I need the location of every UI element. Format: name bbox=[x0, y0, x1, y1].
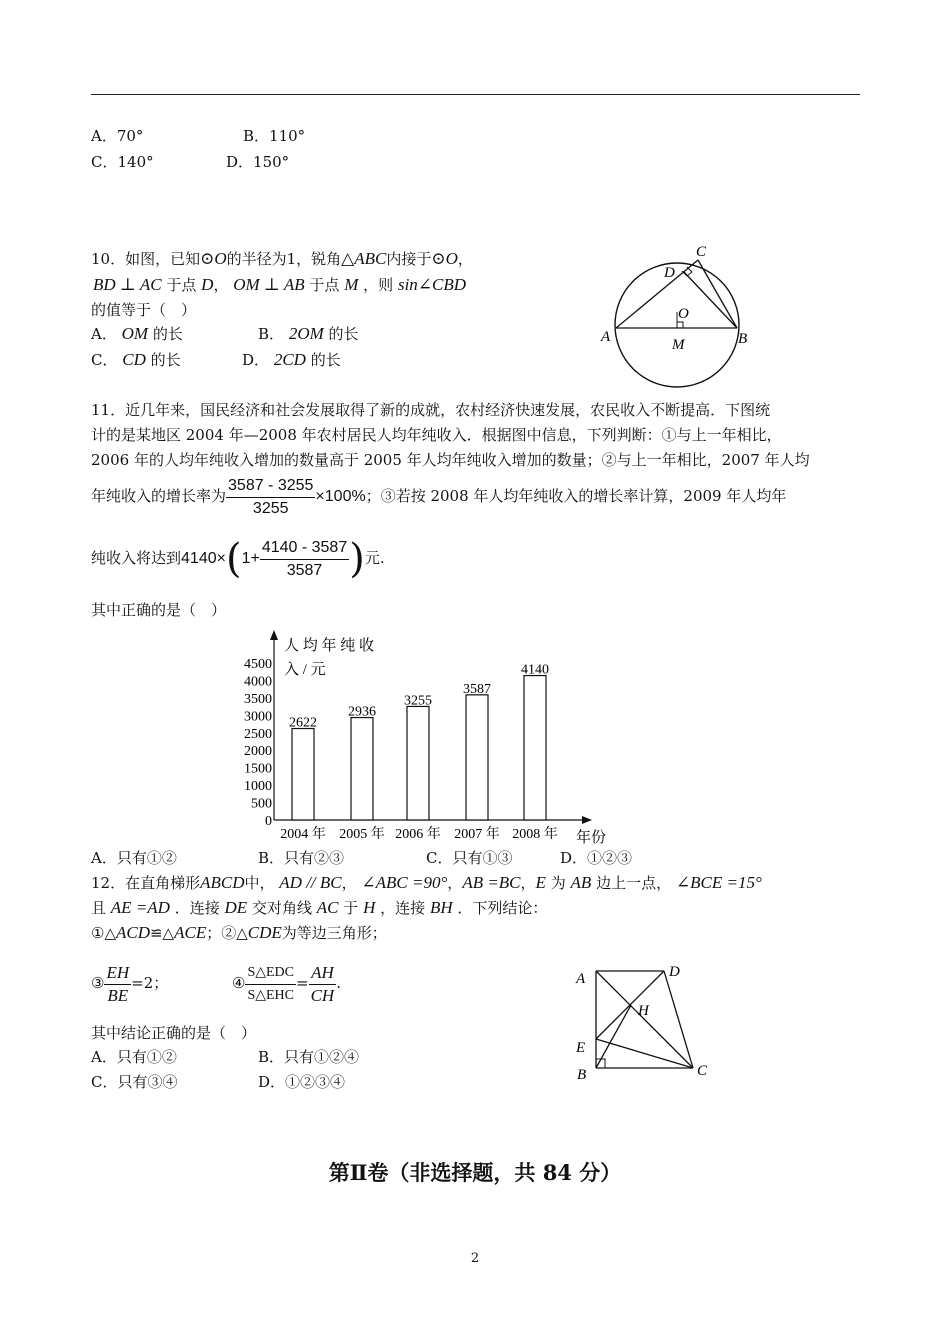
label-c: C bbox=[697, 1063, 708, 1079]
q11-line2: 计的是某地区 2004 年—2008 年农村居民人均年纯收入．根据图中信息，下列判断：①与上一年相比， bbox=[91, 426, 782, 444]
bar-3 bbox=[466, 695, 488, 820]
y-axis-label-line2: 入 / 元 bbox=[284, 662, 326, 678]
q12-line5: 其中结论正确的是（ ） bbox=[91, 1024, 257, 1042]
bar-value-label: 4140 bbox=[521, 662, 549, 678]
bar-2 bbox=[407, 706, 429, 820]
x-tick-label: 2007 年 bbox=[454, 827, 500, 842]
y-tick-label: 0 bbox=[265, 814, 272, 829]
q11-option-d[interactable]: D．①②③ bbox=[560, 849, 633, 867]
q11-line4: 年纯收入的增长率为 $\frac{3587 - 3255}{3255}$ ×100%；③若按 2008 年人均年纯收入的增长率计算，2009 年人均年 bbox=[91, 474, 786, 520]
q11-line5: 纯收入将达到4140×(1+ $\frac{4140 - 3587}{3587}$ )元. bbox=[91, 536, 385, 582]
q9-option-c[interactable]: C．140° bbox=[91, 153, 154, 171]
q11-line1: 11．近几年来，国民经济和社会发展取得了新的成就，农村经济快速发展，农民收入不断提高．下图统 bbox=[91, 401, 771, 419]
y-tick-label: 1500 bbox=[244, 761, 272, 777]
label-b: B bbox=[577, 1067, 587, 1083]
label-c: C bbox=[696, 244, 707, 260]
label-a: A bbox=[576, 971, 586, 987]
q12-option-d[interactable]: D．①②③④ bbox=[258, 1073, 346, 1091]
label-d: D bbox=[664, 265, 675, 281]
q10-line2: BD ⊥ AC 于点 D， OM ⊥ AB 于点 M ，则 sin∠CBD bbox=[93, 275, 467, 294]
y-axis-label-line1: 人 均 年 纯 收 bbox=[284, 638, 375, 654]
x-tick-label: 2006 年 bbox=[395, 827, 441, 842]
y-tick-label: 500 bbox=[251, 796, 272, 812]
q11-line3: 2006 年的人均年纯收入增加的数量高于 2005 年人均年纯收入增加的数量；②与上一年相比，2007 年人均 bbox=[91, 451, 810, 469]
bar-value-label: 2622 bbox=[289, 715, 317, 731]
q11-option-a[interactable]: A．只有①② bbox=[91, 849, 177, 867]
label-a: A bbox=[601, 329, 611, 345]
q12-trapezoid-figure bbox=[570, 958, 720, 1088]
q10-line1: 10．如图，已知⊙O的半径为1，锐角△ABC内接于⊙O， bbox=[91, 249, 473, 268]
q12-line1: 12．在直角梯形ABCD中， AD // BC， ∠ABC =90°，AB =BC，E 为 AB 边上一点， ∠BCE =15° bbox=[91, 873, 762, 892]
q12-option-c[interactable]: C．只有③④ bbox=[91, 1073, 178, 1091]
y-tick-label: 3500 bbox=[244, 691, 272, 707]
label-e: E bbox=[576, 1040, 586, 1056]
label-d: D bbox=[669, 964, 680, 980]
bar-value-label: 3587 bbox=[463, 681, 491, 697]
q10-line3: 的值等于（ ） bbox=[91, 301, 197, 319]
section-title: 第Ⅱ卷（非选择题，共 84 分） bbox=[328, 1160, 622, 1185]
x-axis-label: 年份 bbox=[576, 830, 607, 846]
label-h: H bbox=[638, 1003, 649, 1019]
header-rule bbox=[91, 94, 860, 95]
q12-option-b[interactable]: B．只有①②④ bbox=[258, 1048, 360, 1066]
fraction-growth-2008: $\frac{4140 - 3587}{3587}$ bbox=[261, 538, 348, 579]
q10-option-d[interactable]: D． 2CD 的长 bbox=[242, 350, 341, 369]
q10-option-c[interactable]: C． CD 的长 bbox=[91, 350, 181, 369]
q9-option-b[interactable]: B．110° bbox=[243, 127, 306, 145]
y-tick-label: 2000 bbox=[244, 744, 272, 760]
x-tick-label: 2005 年 bbox=[339, 827, 385, 842]
q11-line6: 其中正确的是（ ） bbox=[91, 601, 227, 619]
q9-option-a[interactable]: A．70° bbox=[91, 127, 144, 145]
x-tick-label: 2008 年 bbox=[512, 827, 558, 842]
x-tick-label: 2004 年 bbox=[280, 827, 326, 842]
bar-1 bbox=[351, 718, 373, 820]
bar-value-label: 3255 bbox=[404, 693, 432, 709]
q10-circle-figure bbox=[595, 238, 765, 388]
x-axis-arrow bbox=[582, 816, 592, 824]
q12-line3: ①△ACD≌△ACE；②△CDE为等边三角形； bbox=[91, 923, 387, 942]
income-bar-chart bbox=[230, 628, 620, 850]
q12-option-a[interactable]: A．只有①② bbox=[91, 1048, 177, 1066]
bar-4 bbox=[524, 676, 546, 820]
q11-option-b[interactable]: B．只有②③ bbox=[258, 849, 345, 867]
label-m: M bbox=[672, 337, 685, 353]
y-tick-label: 4000 bbox=[244, 674, 272, 690]
y-tick-label: 1000 bbox=[244, 779, 272, 795]
bar-value-label: 2936 bbox=[348, 704, 376, 720]
bar-0 bbox=[292, 729, 314, 820]
fraction-growth-2007: $\frac{3587 - 3255}{3255}$ bbox=[228, 476, 314, 517]
q12-conclusion-3: ③ $\frac{EH}{BE}$ =2； bbox=[91, 962, 169, 1005]
y-tick-label: 2500 bbox=[244, 726, 272, 742]
q12-line2: 且 AE =AD ．连接 DE 交对角线 AC 于 H ，连接 BH ．下列结论： bbox=[91, 898, 548, 917]
segment-bd bbox=[684, 272, 737, 328]
q11-option-c[interactable]: C．只有①③ bbox=[426, 849, 513, 867]
y-axis-arrow bbox=[270, 630, 278, 640]
y-tick-label: 3000 bbox=[244, 709, 272, 725]
page-number: 2 bbox=[470, 1251, 480, 1266]
label-o: O bbox=[678, 306, 689, 322]
q12-conclusion-4: ④ $\frac{\text{S△EDC}}{\text{S△EHC}}$ = $\frac{AH}{CH}$ . bbox=[232, 962, 341, 1005]
q10-option-a[interactable]: A． OM 的长 bbox=[91, 324, 183, 343]
y-tick-label: 4500 bbox=[244, 657, 272, 672]
right-angle-m bbox=[677, 322, 683, 328]
q9-option-d[interactable]: D．150° bbox=[226, 153, 290, 171]
q10-option-b[interactable]: B． 2OM 的长 bbox=[258, 324, 359, 343]
label-b: B bbox=[738, 331, 748, 347]
